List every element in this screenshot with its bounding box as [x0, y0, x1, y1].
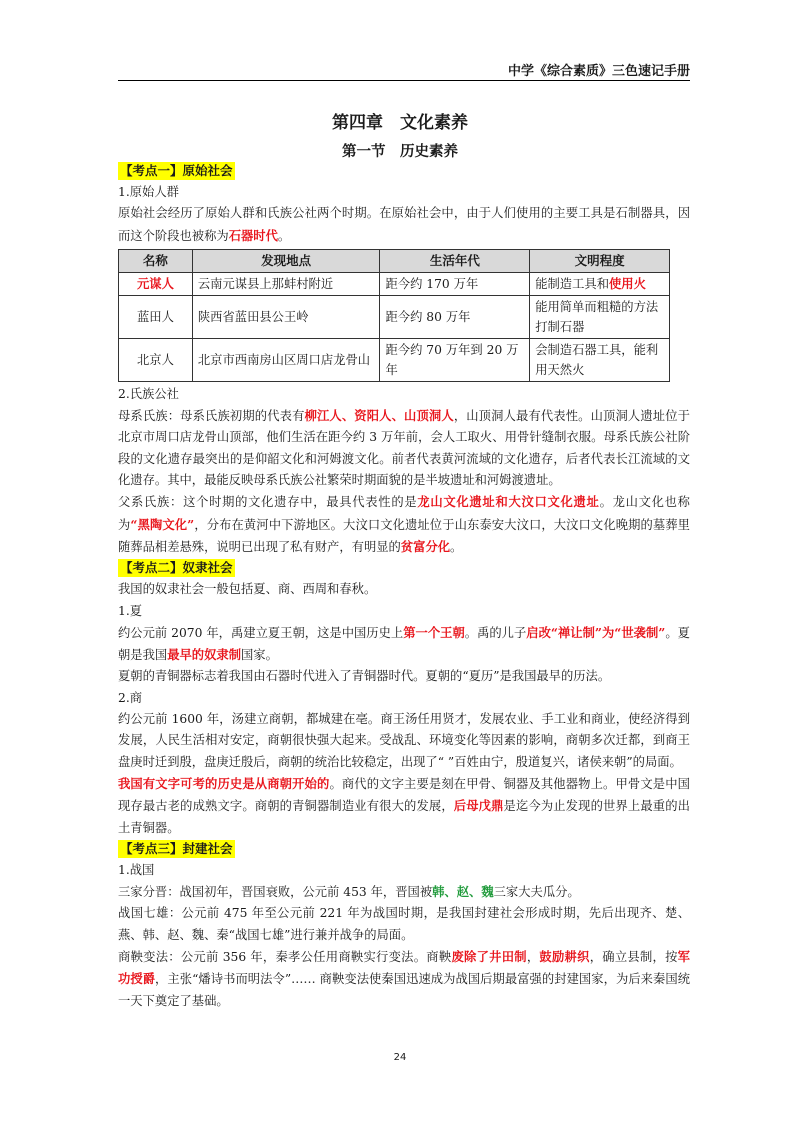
- heading-warring-states: 1.战国: [118, 862, 155, 877]
- paragraph-shang-yang-reform: 商鞅变法：公元前 356 年，秦孝公任用商鞅实行变法。商鞅废除了井田制，鼓励耕织，确立县制，按军功授爵，主张“燔诗书而明法令”…… 商鞅变法使秦国迅速成为战国后期最富强的封建国家，为后来秦国统一天下奠定了基础。: [118, 949, 690, 1008]
- highlight-stone-age: 石器时代: [228, 227, 278, 243]
- page-header: 中学《综合素质》三色速记手册: [118, 60, 690, 81]
- paragraph-partition-of-jin: 三家分晋：战国初年，晋国衰败，公元前 453 年，晋国被韩、赵、魏三家大夫瓜分。: [118, 884, 580, 900]
- table-header-row: [119, 249, 670, 272]
- heading-shang: 2.商: [118, 690, 143, 705]
- table-cell-place: 陕西省蓝田县公王岭: [192, 295, 380, 338]
- paragraph-shang-writing: 我国有文字可考的历史是从商朝开始的。商代的文字主要是刻在甲骨、铜器及其他器物上。甲骨文是中国现存最古老的成熟文字。商朝的青铜器制造业有很大的发展，后母戊鼎是迄今为止发现的世界上最重的出土青铜器。: [118, 775, 690, 835]
- table-row: [119, 272, 670, 295]
- table-header: 发现地点: [192, 249, 380, 272]
- table-cell-place: 北京市西南房山区周口店龙骨山: [192, 338, 380, 381]
- table-cell-level: 能制造工具和使用火: [530, 272, 670, 295]
- key-point-3-label: 【考点三】封建社会: [120, 840, 233, 856]
- paragraph-patrilineal: 父系氏族：这个时期的文化遗存中，最具代表性的是龙山文化遗址和大汶口文化遗址。龙山文化也称为“黑陶文化”，分布在黄河中下游地区。大汶口文化遗址位于山东泰安大汶口，大汶口文化晚期的墓葬里随葬品相差悬殊，说明已出现了私有财产，有明显的贫富分化。: [118, 494, 690, 554]
- paragraph-primitive-society: 原始社会经历了原始人群和氏族公社两个时期。在原始社会中，由于人们使用的主要工具是石制器具，因而这个阶段也被称为石器时代。: [118, 206, 690, 243]
- table-row: [119, 295, 670, 338]
- table-cell-era: 距今约 70 万年到 20 万年: [380, 338, 530, 381]
- paragraph-matrilineal: 母系氏族：母系氏族初期的代表有柳江人、资阳人、山顶洞人，山顶洞人最有代表性。山顶洞人遗址位于北京市周口店龙骨山顶部，他们生活在距今约 3 万年前，会人工取火、用骨针缝制衣服。母系氏族公社阶段的文化遗存最突出的是仰韶文化和河姆渡文化。前者代表黄河流域的文化遗存，后者代表长江流域的文化遗存。其中，最能反映母系氏族公社繁荣时期面貌的是半坡遗址和河姆渡遗址。: [118, 408, 690, 488]
- paragraph-shang-founding: 约公元前 1600 年，汤建立商朝，都城建在亳。商王汤任用贤才，发展农业、手工业和商业，使经济得到发展，人民生活相对安定，商朝很快强大起来。受战乱、环境变化等因素的影响，商朝多次迁都，到商王盘庚时迁到殷，盘庚迁殷后，商朝的统治比较稳定，出现了“ ”百姓由宁，殷道复兴，诸侯来朝”的局面。: [118, 712, 690, 769]
- table-header: 名称: [119, 249, 193, 272]
- heading-clan-commune: 2.氏族公社: [118, 386, 179, 401]
- table-header: 生活年代: [380, 249, 530, 272]
- table-cell-era: 距今约 170 万年: [380, 272, 530, 295]
- table-row: [119, 338, 670, 381]
- paragraph-xia-founding: 约公元前 2070 年，禹建立夏王朝，这是中国历史上第一个王朝。禹的儿子启改“禅让制”为“世袭制”。夏朝是我国最早的奴隶制国家。: [118, 624, 690, 663]
- paragraph-seven-states: 战国七雄：公元前 475 年至公元前 221 年为战国时期，是我国封建社会形成时期，先后出现齐、楚、燕、韩、赵、魏、秦“战国七雄”进行兼并战争的局面。: [118, 906, 690, 942]
- paragraph-slave-society-intro: 我国的奴隶社会一般包括夏、商、西周和春秋。: [118, 582, 377, 597]
- paragraph-xia-bronze: 夏朝的青铜器标志着我国由石器时代进入了青铜器时代。夏朝的“夏历”是我国最早的历法。: [118, 669, 611, 684]
- table-cell-name: 蓝田人: [119, 295, 193, 338]
- key-point-2-label: 【考点二】奴隶社会: [120, 560, 233, 576]
- table-cell-name: 北京人: [119, 338, 193, 381]
- heading-xia: 1.夏: [118, 603, 143, 618]
- table-cell-era: 距今约 80 万年: [380, 295, 530, 338]
- key-point-1-label: 【考点一】原始社会: [120, 163, 233, 178]
- table-cell-level: 会制造石器工具，能利用天然火: [530, 338, 670, 381]
- table-cell-place: 云南元谋县上那蚌村附近: [192, 272, 380, 295]
- early-humans-table: [118, 249, 670, 382]
- table-header: 文明程度: [530, 249, 670, 272]
- main-content: [118, 161, 690, 1012]
- table-cell-name: 元谋人: [119, 272, 193, 295]
- heading-primitive-groups: 1.原始人群: [118, 185, 179, 199]
- table-cell-level: 能用简单而粗糙的方法打制石器: [530, 295, 670, 338]
- section-title: 第一节 历史素养: [342, 144, 458, 160]
- chapter-title: 第四章 文化素养: [332, 113, 468, 133]
- page-number: 24: [393, 1052, 407, 1063]
